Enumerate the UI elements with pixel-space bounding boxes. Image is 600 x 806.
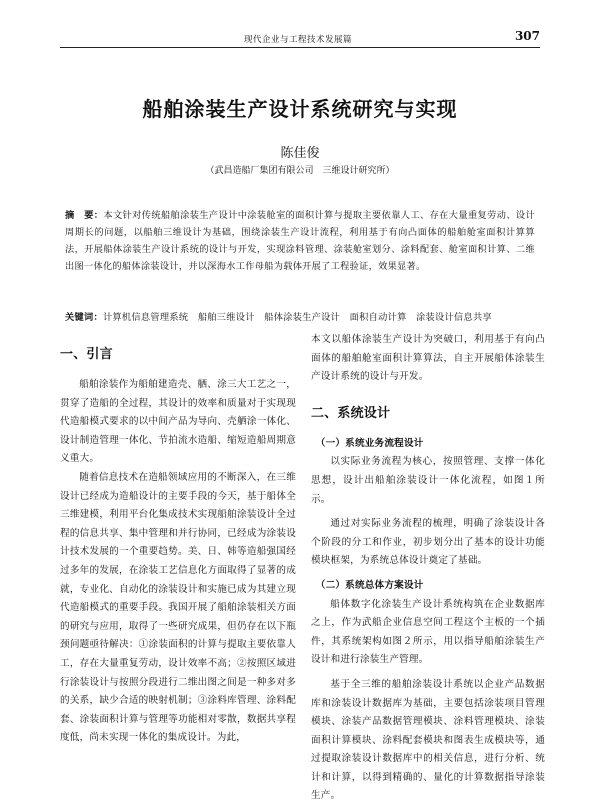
running-title: 现代企业与工程技术发展篇 — [244, 35, 353, 45]
abstract-label: 摘 要： — [65, 210, 104, 221]
paragraph: 船体数字化涂装生产设计系统构筑在企业数据库之上，作为武船企业信息空间工程这个主板的一个插件，其系统架构如图２所示，用以指导船舶涂装生产设计和进行涂装生产管理。 — [311, 598, 545, 666]
subsection-heading-architecture: （二）系统总体方案设计 — [315, 579, 424, 591]
right-column — [311, 331, 545, 806]
paper-affiliation: （武昌造船厂集团有限公司 三维设计研究所） — [205, 166, 395, 176]
paragraph: 船舶涂装作为船舶建造壳、舾、涂三大工艺之一，贯穿了造船的全过程，其设计的效率和质量对于实现现代造船模式要求的以中间产品为导向、壳舾涂一体化、设计制造管理一体化、节拍流水造船、缩短造船周期意义重大。 — [60, 379, 296, 465]
page-number: 307 — [514, 29, 540, 43]
subsection-heading-workflow: （一）系统业务流程设计 — [315, 437, 424, 449]
keywords-label: 关键词： — [65, 312, 103, 323]
paragraph: 以实际业务流程为核心，按照管理、支撑一体化思想，设计出船舶涂装设计一体化流程，如图１所示。 — [311, 456, 545, 505]
paragraph: 本文以船体涂装生产设计为突破口，利用基于有向凸面体的船舶舱室面积计算算法，自主开展船体涂装生产设计系统的设计与开发。 — [311, 334, 545, 383]
left-column — [60, 338, 296, 748]
abstract — [65, 207, 535, 275]
header-rule — [60, 47, 540, 48]
keywords-text: 计算机信息管理系统 船舶三维设计 船体涂装生产设计 面积自动计算 涂装设计信息共享 — [102, 312, 492, 323]
section-heading-introduction: 一、引言 — [60, 347, 113, 362]
page-header — [0, 0, 600, 56]
keywords — [65, 309, 535, 326]
paper-title: 船舶涂装生产设计系统研究与实现 — [142, 97, 458, 121]
paragraph: 基于全三维的船舶涂装设计系统以企业产品数据库和涂装设计数据库为基础，主要包括涂装项目管理模块、涂装产品数据管理模块、涂料管理模块、涂装面积计算模块、涂料配套模块和图表生成模块等，通过提取涂装设计数据库中的相关信息，进行分析、统计和计算，以得到精确的、量化的计算数据指导涂装生产。 — [311, 678, 545, 802]
paper-author: 陈佳俊 — [280, 146, 320, 161]
paragraph: 随着信息技术在造船领域应用的不断深入，在三维设计已经成为造船设计的主要手段的今天，基于船体全三维建模，利用平台化集成技术实现船舶涂装设计全过程的信息共享、集中管理和并行协同，已经成为涂装设计技术发展的一个重要趋势。美、日、韩等造船强国经过多年的发展，在涂装工艺信息化方面取得了显著的成就，专业化、自动化的涂装设计和实施已成为其建立现代造船模式的重要手段。我国开展了船舶涂装相关方面的研究与应用，取得了一些研究成果，但仍存在以下瓶颈问题亟待解决：①涂装面积的计算与提取主要依靠人工，存在大量重复劳动，设计效率不高；②按照区域进行涂装设计与按照分段进行二维出图之间是一种多对多的关系，缺少合适的映射机制；③涂料库管理、涂料配套、涂装面积计算与管理等功能相对零散，数据共享程度低，尚未实现一体化的集成设计。为此， — [60, 471, 296, 744]
section-heading-system-design: 二、系统设计 — [311, 405, 391, 421]
abstract-text: 本文针对传统船舶涂装生产设计中涂装舱室的面积计算与提取主要依靠人工、存在大量重复劳动、设计周期长的问题，以船舶三维设计为基础，围绕涂装生产设计流程，利用基于有向凸面体的船舶舱室面积计算算法，开展船体涂装生产设计系统的设计与开发，实现涂料管理、涂装舱室划分、涂料配套、舱室面积计算、二维出图一体化的船体涂装设计，并以深海水工作母船为载体开展了工程验证，效果显著。 — [65, 210, 536, 272]
paragraph: 通过对实际业务流程的梳理，明确了涂装设计各个阶段的分工和作业，初步划分出了基本的设计功能模块框架，为系统总体设计奠定了基础。 — [311, 518, 545, 567]
